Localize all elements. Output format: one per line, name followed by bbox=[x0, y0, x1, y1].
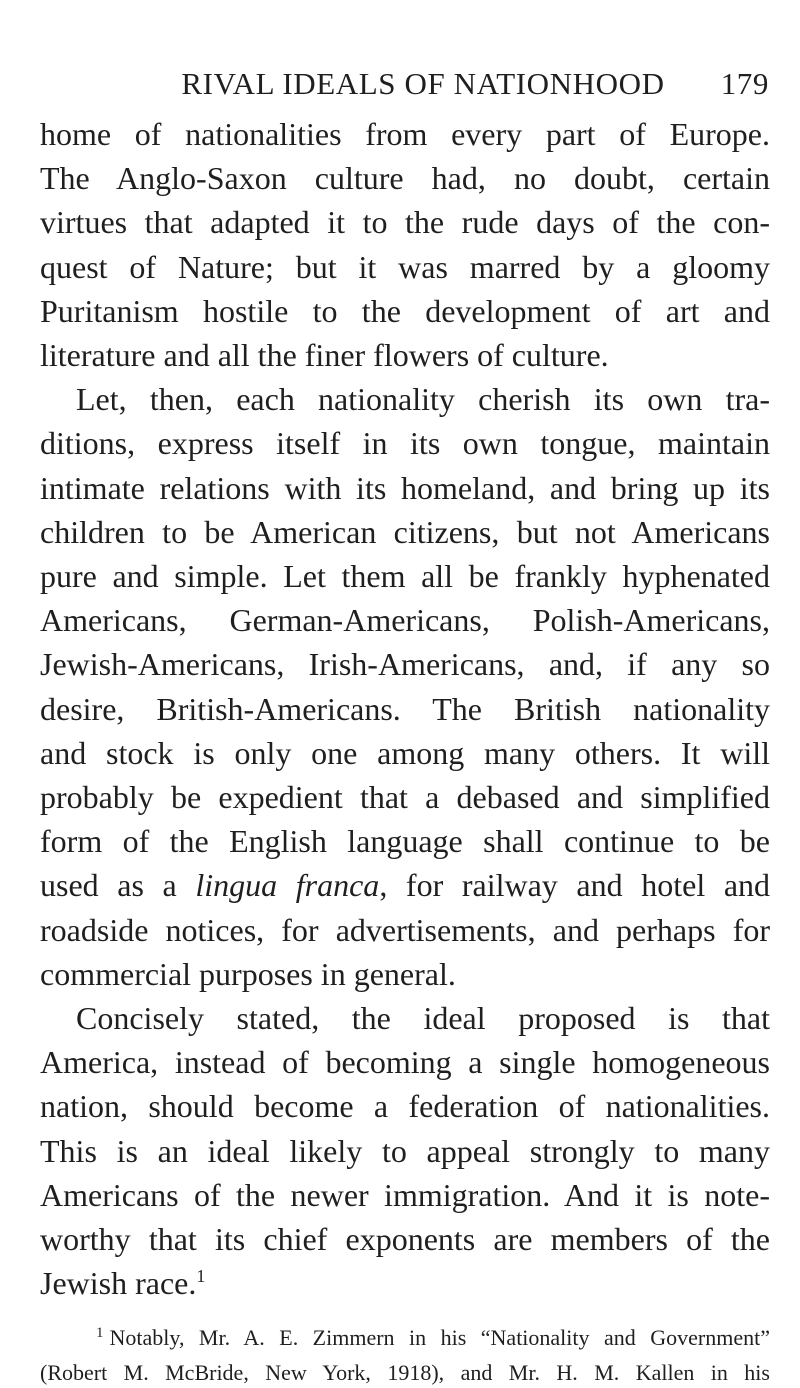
text-run: used as a bbox=[40, 867, 196, 904]
text-line: Americans of the newer immigration. And it is note- bbox=[40, 1176, 770, 1213]
text-line: quest of Nature; but it was marred by a gloomy bbox=[40, 248, 770, 285]
book-page bbox=[40, 62, 770, 1388]
text-line: and stock is only one among many others. It will bbox=[40, 734, 770, 771]
text-line: pure and simple. Let them all be frankly hyphenated bbox=[40, 558, 770, 595]
text-line: form of the English language shall continue to be bbox=[40, 823, 770, 860]
text-line: virtues that adapted it to the rude days of the con- bbox=[40, 204, 770, 241]
text-line: America, instead of becoming a single homogeneous bbox=[40, 1044, 770, 1081]
text-line: Concisely stated, the ideal proposed is that bbox=[76, 1000, 770, 1037]
paragraph-2 bbox=[40, 377, 770, 996]
text-line: probably be expedient that a debased and simplified bbox=[40, 779, 770, 816]
text-line: Let, then, each nationality cherish its own tra- bbox=[76, 381, 770, 418]
text-line-with-italic bbox=[40, 863, 770, 907]
footnote-marker: 1 bbox=[96, 1325, 104, 1342]
text-line: literature and all the finer flowers of culture. bbox=[40, 337, 609, 374]
footnote-reference: 1 bbox=[196, 1266, 206, 1287]
paragraph-3 bbox=[40, 996, 770, 1310]
running-head-title: RIVAL IDEALS OF NATIONHOOD bbox=[181, 66, 665, 101]
text-run: Notably, Mr. A. E. Zimmern in his “Nationality and Government” bbox=[109, 1325, 770, 1351]
text-line: desire, British-Americans. The British nationality bbox=[40, 690, 770, 727]
text-line: ditions, express itself in its own tongue, maintain bbox=[40, 425, 770, 462]
footnote bbox=[40, 1322, 770, 1388]
text-line: home of nationalities from every part of Europe. bbox=[40, 116, 770, 152]
text-line: intimate relations with its homeland, and bring up its bbox=[40, 469, 770, 506]
text-line: commercial purposes in general. bbox=[40, 955, 456, 992]
text-line bbox=[40, 1261, 770, 1310]
text-line: Americans, German-Americans, Polish-Americans, bbox=[40, 602, 770, 639]
body-text bbox=[40, 112, 770, 1310]
text-line: roadside notices, for advertisements, and perhaps for bbox=[40, 911, 770, 948]
text-line: children to be American citizens, but not Americans bbox=[40, 513, 770, 550]
page-number: 179 bbox=[720, 66, 769, 101]
text-line: Puritanism hostile to the development of art and bbox=[40, 292, 770, 329]
text-run: , for railway and hotel and bbox=[379, 867, 771, 904]
text-line: The Anglo-Saxon culture had, no doubt, certain bbox=[40, 160, 770, 197]
footnote-line bbox=[40, 1322, 770, 1357]
footnote-line: (Robert M. McBride, New York, 1918), and Mr. H. M. Kallen in his bbox=[40, 1360, 770, 1386]
text-line: nation, should become a federation of nationalities. bbox=[40, 1088, 770, 1125]
text-run: Jewish race. bbox=[40, 1265, 197, 1302]
text-line: Jewish-Americans, Irish-Americans, and, if any so bbox=[40, 646, 770, 683]
text-line: This is an ideal likely to appeal strongly to many bbox=[40, 1132, 770, 1169]
italic-phrase: lingua franca bbox=[195, 867, 380, 904]
text-line: worthy that its chief exponents are members of the bbox=[40, 1221, 770, 1258]
paragraph-1 bbox=[40, 112, 770, 377]
running-head bbox=[40, 62, 770, 106]
